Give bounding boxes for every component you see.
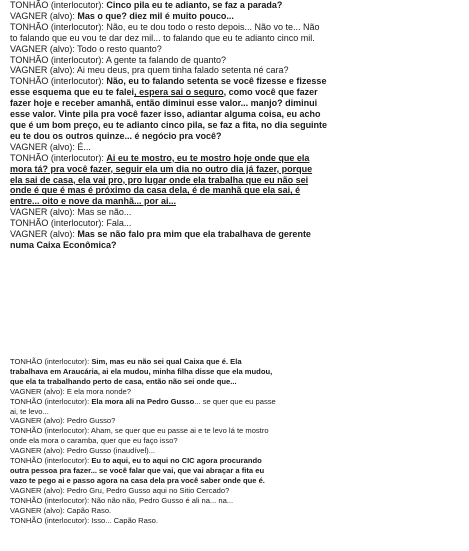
transcript-text: TONHÃO (interlocutor): Isso... Capão Raso. bbox=[10, 515, 158, 525]
transcript-text: vazo te pego ai e passo agora na casa dela pra você saber onde que é. bbox=[10, 475, 265, 485]
transcript-line bbox=[10, 87, 462, 98]
transcript-line bbox=[10, 407, 462, 417]
transcript-line bbox=[10, 11, 462, 22]
transcript-line bbox=[10, 185, 462, 196]
transcript-text: TONHÃO (interlocutor): Não, eu te dou todo o resto depois... Não vo te... Não bbox=[10, 21, 320, 32]
transcript-line bbox=[10, 397, 462, 407]
transcript-text: fazer hoje e receber amanhã, então diminui esse valor... manjo? diminui bbox=[10, 98, 318, 109]
transcript-text: VAGNER (alvo): É... bbox=[10, 141, 91, 152]
transcript-excerpt-1 bbox=[10, 0, 462, 251]
transcript-line bbox=[10, 55, 462, 66]
transcript-line bbox=[10, 506, 462, 516]
transcript-line bbox=[10, 65, 462, 76]
transcript-text: , como você que fazer bbox=[223, 87, 318, 98]
transcript-line bbox=[10, 142, 462, 153]
transcript-line bbox=[10, 98, 462, 109]
transcript-line bbox=[10, 109, 462, 120]
transcript-text: Mas o que? diez mil é muito pouco... bbox=[77, 10, 234, 21]
transcript-line bbox=[10, 377, 462, 387]
transcript-line bbox=[10, 44, 462, 55]
transcript-line bbox=[10, 476, 462, 486]
transcript-line bbox=[10, 33, 462, 44]
transcript-text: Sim, mas eu não sei qual Caixa que é. Ela bbox=[91, 357, 242, 366]
transcript-excerpt-2 bbox=[10, 357, 462, 525]
transcript-text: to falando que eu vou te dar dez mil... to falando que eu te adianto cinco mil. bbox=[10, 32, 315, 43]
transcript-text: , espera sai o seguro bbox=[134, 87, 224, 98]
transcript-line bbox=[10, 0, 462, 11]
transcript-line bbox=[10, 22, 462, 33]
transcript-line bbox=[10, 466, 462, 476]
transcript-text: mora tá? pra você fazer, seguir ela um dia no outro dia já fazer, porque bbox=[10, 163, 313, 174]
transcript-text: TONHÃO (interlocutor): bbox=[10, 456, 92, 466]
transcript-text: eu te dou os outros quinze... é negócio pra você? bbox=[10, 130, 222, 141]
transcript-text: Não, eu to falando setenta se você fizesse e fizesse bbox=[106, 76, 327, 87]
transcript-text: TONHÃO (interlocutor): bbox=[10, 76, 107, 87]
transcript-text: Ela mora ali na Pedro Gusso bbox=[91, 396, 195, 406]
transcript-text: TONHÃO (interlocutor): Fala... bbox=[10, 218, 132, 229]
transcript-text: que ela ta trabalhando perto de casa, então não sei onde que... bbox=[10, 376, 237, 386]
transcript-text: TONHÃO (interlocutor): A gente ta falando de quanto? bbox=[10, 54, 226, 65]
transcript-line bbox=[10, 164, 462, 175]
transcript-line bbox=[10, 387, 462, 397]
transcript-text: onde é que é mas é próximo da casa dela, é de manhã que ela sai, é bbox=[10, 185, 301, 196]
transcript-text: entre... oito e nove da manhã... por ai... bbox=[10, 196, 177, 207]
transcript-line bbox=[10, 76, 462, 87]
transcript-text: TONHÃO (interlocutor): bbox=[10, 0, 107, 10]
transcript-text: ... se quer que eu passe bbox=[194, 396, 276, 406]
transcript-line bbox=[10, 240, 462, 251]
transcript-text: VAGNER (alvo): bbox=[10, 10, 78, 21]
transcript-text: ai, te levo... bbox=[10, 406, 49, 416]
transcript-text: VAGNER (alvo): Mas se não... bbox=[10, 207, 132, 218]
transcript-line bbox=[10, 175, 462, 186]
transcript-line bbox=[10, 153, 462, 164]
transcript-line bbox=[10, 496, 462, 506]
transcript-line bbox=[10, 426, 462, 436]
transcript-line bbox=[10, 416, 462, 426]
transcript-text: onde ela mora o caramba, quer que eu faço isso? bbox=[10, 436, 178, 446]
transcript-line bbox=[10, 367, 462, 377]
transcript-text: VAGNER (alvo): Ai meu deus, pra quem tinha falado setenta né cara? bbox=[10, 65, 289, 76]
transcript-text: VAGNER (alvo): Todo o resto quanto? bbox=[10, 43, 162, 54]
transcript-line bbox=[10, 120, 462, 131]
transcript-text: VAGNER (alvo): Pedro Gusso? bbox=[10, 416, 116, 426]
transcript-text: outra pessoa pra fazer... se você falar que vai, que vai abraçar a fita eu bbox=[10, 465, 265, 475]
transcript-text: VAGNER (alvo): Capão Raso. bbox=[10, 505, 112, 515]
transcript-line bbox=[10, 516, 462, 526]
transcript-line bbox=[10, 131, 462, 142]
transcript-text: VAGNER (alvo): Pedro Gru, Pedro Gusso aqui no Sitio Cercado? bbox=[10, 485, 230, 495]
transcript-text: que é um bom preço, eu te adianto cinco pila, se faz a fita, no dia seguinte bbox=[10, 119, 328, 130]
transcript-text: numa Caixa Econômica? bbox=[10, 239, 117, 250]
transcript-text: TONHÃO (interlocutor): bbox=[10, 396, 92, 406]
transcript-text: VAGNER (alvo): E ela mora nonde? bbox=[10, 386, 131, 396]
transcript-text: TONHÃO (interlocutor): bbox=[10, 152, 107, 163]
transcript-text: Mas se não falo pra mim que ela trabalhava de gerente bbox=[77, 229, 311, 240]
transcript-text: Eu to aqui, eu to aqui no CIC agora procurando bbox=[91, 456, 262, 466]
transcript-text: VAGNER (alvo): bbox=[10, 229, 78, 240]
transcript-text: trabalhava em Araucária, ai ela mudou, minha filha disse que ela mudou, bbox=[10, 366, 273, 376]
transcript-text: VAGNER (alvo): Pedro Gusso (inaudível)... bbox=[10, 446, 156, 456]
transcript-line bbox=[10, 446, 462, 456]
transcript-line bbox=[10, 229, 462, 240]
transcript-text: esse esquema que eu te falei bbox=[10, 87, 135, 98]
transcript-text: Cinco pila eu te adianto, se faz a parada? bbox=[106, 0, 283, 10]
transcript-text: TONHÃO (interlocutor): Não não não, Pedro Gusso é ali na... na... bbox=[10, 495, 234, 505]
transcript-text: TONHÃO (interlocutor): Aham, se quer que eu passe ai e te levo lá te mostro bbox=[10, 426, 269, 436]
transcript-line bbox=[10, 486, 462, 496]
transcript-text: TONHÃO (interlocutor): bbox=[10, 357, 92, 366]
transcript-line bbox=[10, 357, 462, 367]
transcript-text: Ai eu te mostro, eu te mostro hoje onde que ela bbox=[106, 152, 310, 163]
transcript-line bbox=[10, 218, 462, 229]
transcript-line bbox=[10, 196, 462, 207]
transcript-line bbox=[10, 456, 462, 466]
transcript-line bbox=[10, 436, 462, 446]
transcript-text: esse valor. Vinte pila pra você fazer isso, adiantar alguma coisa, eu acho bbox=[10, 109, 321, 120]
transcript-text: ela sai de casa, ela vai pro, pro lugar onde ela trabalha que eu não sei bbox=[10, 174, 309, 185]
transcript-line bbox=[10, 207, 462, 218]
